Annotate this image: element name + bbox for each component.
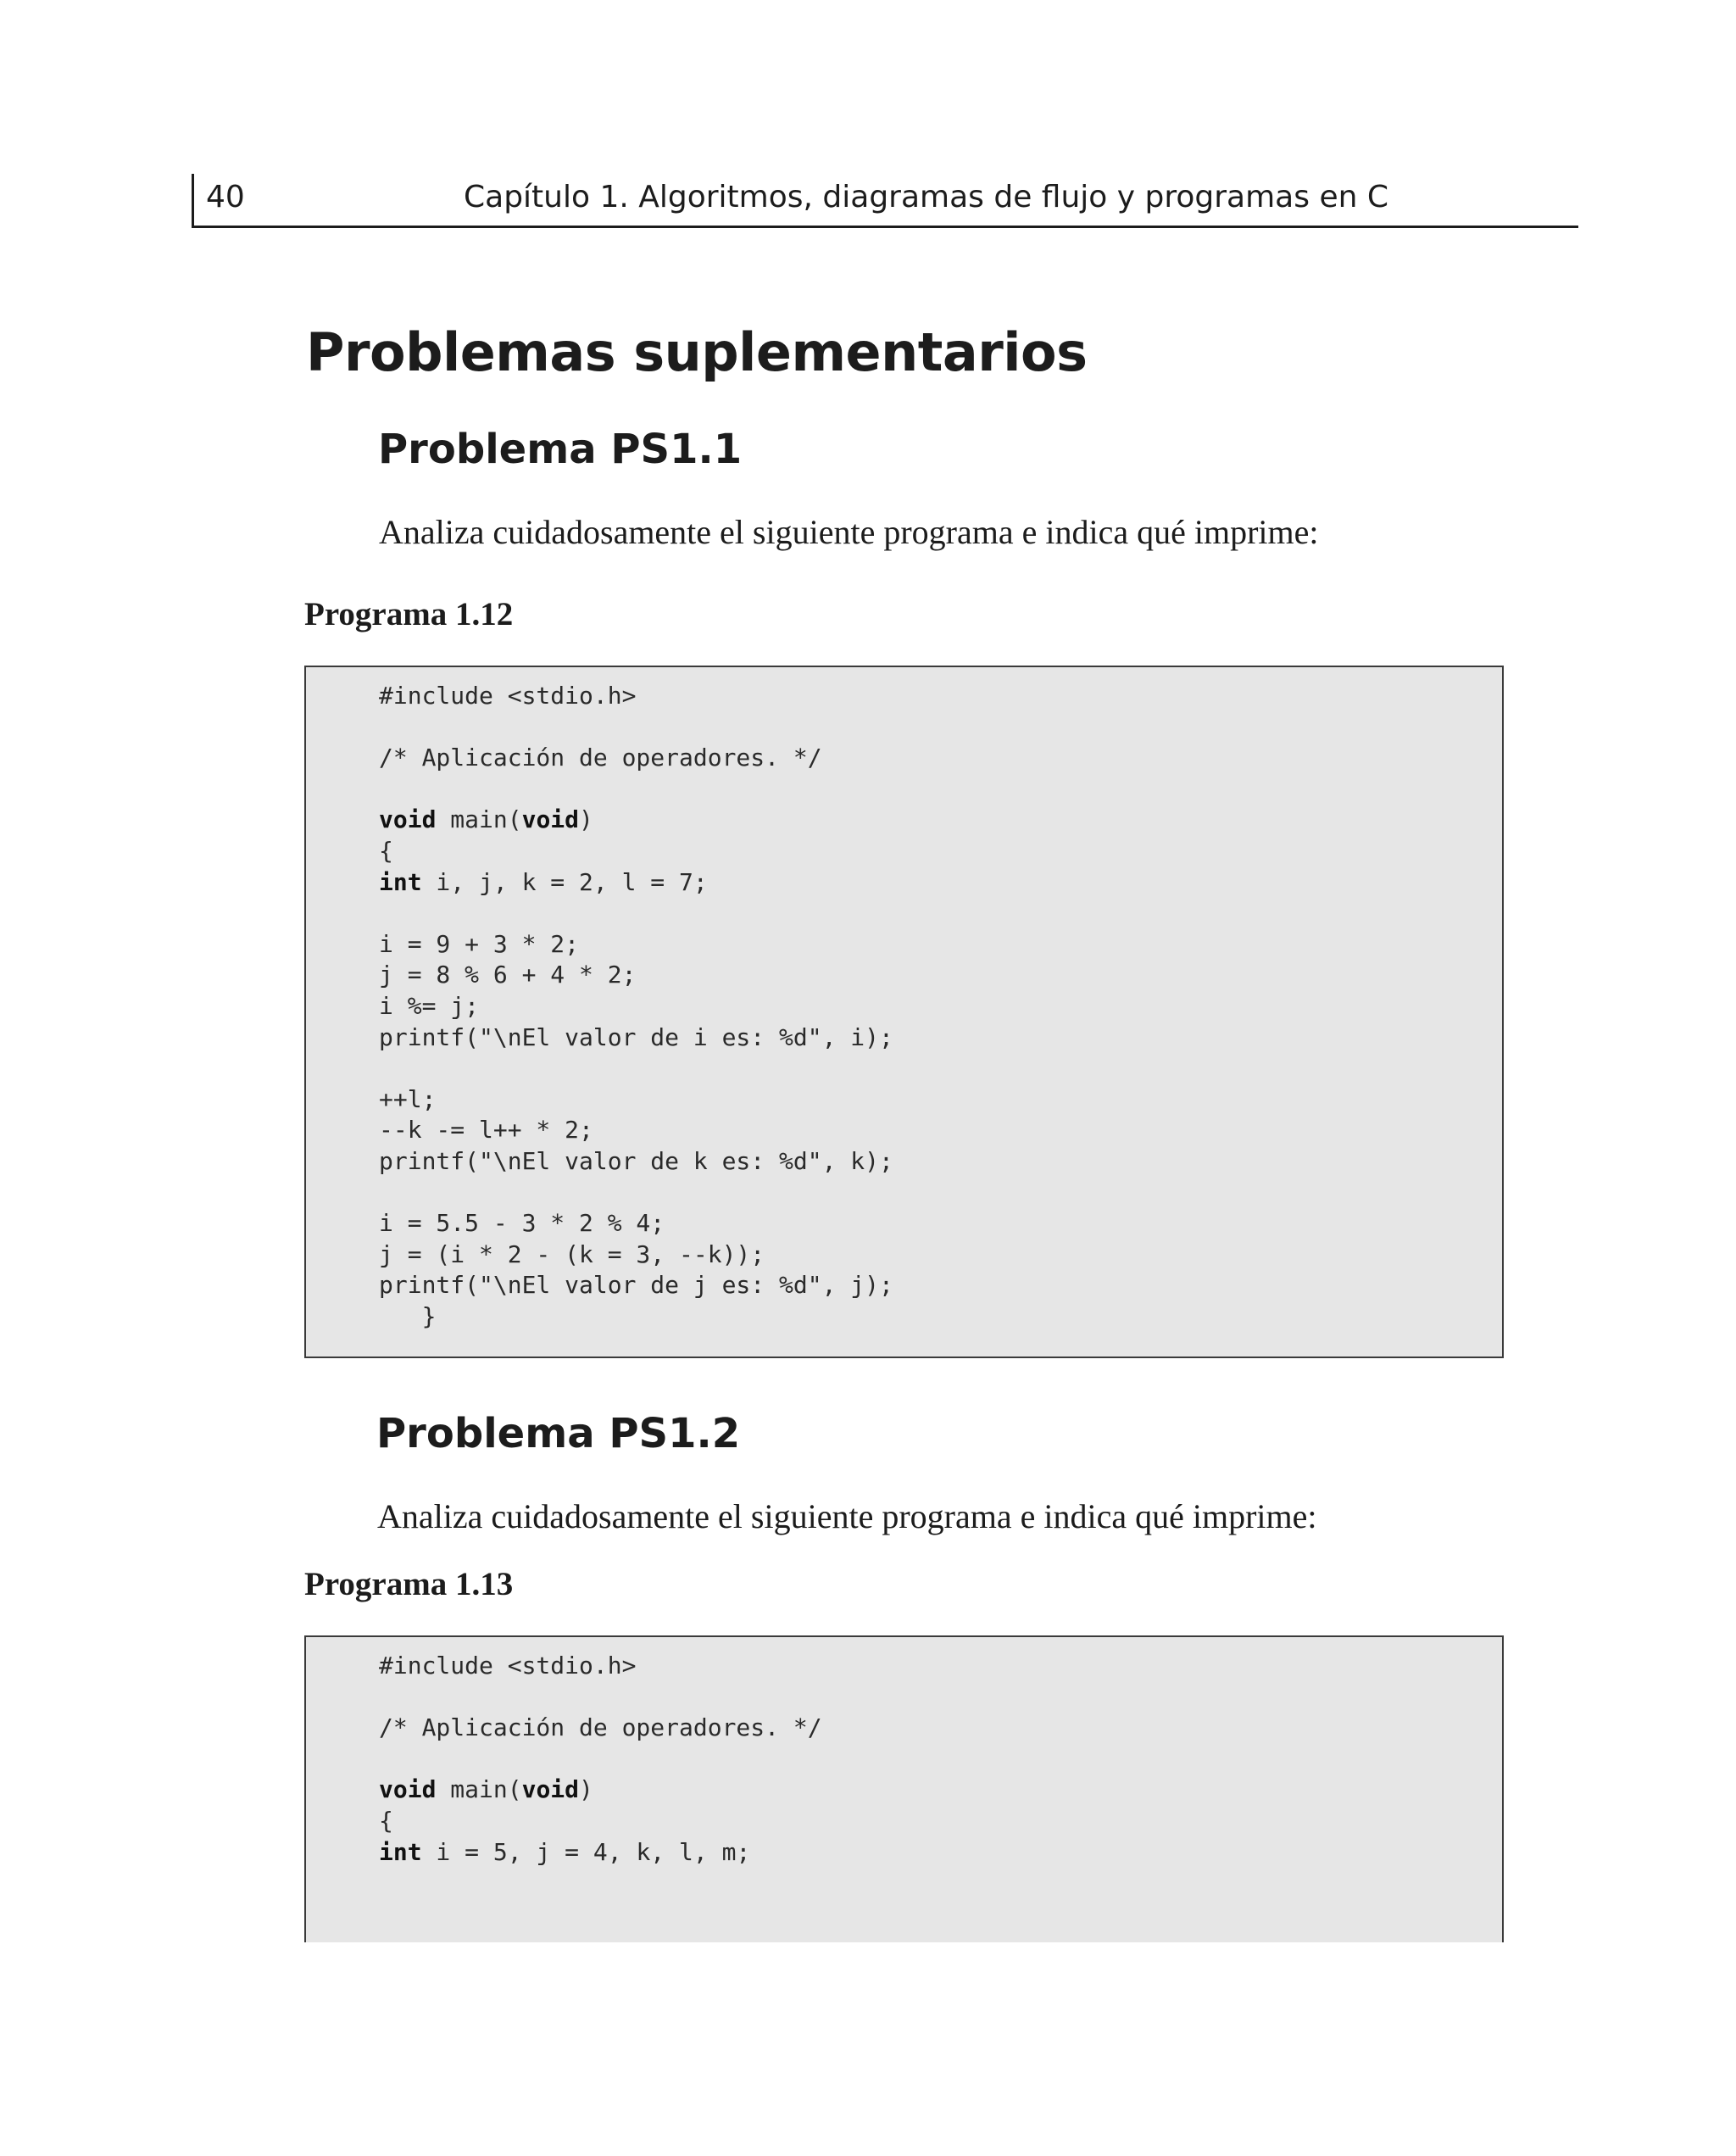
page-header xyxy=(192,174,1578,228)
code-line xyxy=(379,712,893,744)
code-line: i = 9 + 3 * 2; xyxy=(379,929,580,958)
code-keyword: void xyxy=(379,1775,437,1804)
problem-intro-ps1-1: Analiza cuidadosamente el siguiente programa e indica qué imprime: xyxy=(379,513,1319,551)
code-lines xyxy=(379,1651,822,1868)
code-line: printf("\nEl valor de k es: %d", k); xyxy=(379,1146,893,1175)
code-block-program-1-12 xyxy=(304,666,1504,1358)
code-line: i %= j; xyxy=(379,991,480,1020)
problem-title-ps1-1: Problema PS1.1 xyxy=(378,426,743,473)
code-line: ++l; xyxy=(379,1084,437,1113)
code-block-program-1-13 xyxy=(304,1635,1504,1942)
code-line xyxy=(379,1178,893,1209)
problem-intro-ps1-2: Analiza cuidadosamente el siguiente programa e indica qué imprime: xyxy=(377,1497,1317,1535)
code-line: void main(void) xyxy=(379,805,593,834)
program-label-1-13: Programa 1.13 xyxy=(304,1566,514,1602)
code-line: --k -= l++ * 2; xyxy=(379,1116,593,1145)
page-number: 40 xyxy=(206,180,245,214)
code-line xyxy=(379,898,893,929)
code-line: j = 8 % 6 + 4 * 2; xyxy=(379,961,637,989)
code-keyword: int xyxy=(379,1837,422,1866)
running-title: Capítulo 1. Algoritmos, diagramas de flujo y programas en C xyxy=(464,180,1388,214)
code-line: int i = 5, j = 4, k, l, m; xyxy=(379,1837,751,1866)
code-keyword: int xyxy=(379,867,422,896)
code-line xyxy=(379,1682,822,1713)
code-line: { xyxy=(379,1806,393,1835)
code-line: /* Aplicación de operadores. */ xyxy=(379,1713,822,1742)
code-line: i = 5.5 - 3 * 2 % 4; xyxy=(379,1209,665,1238)
code-line: #include <stdio.h> xyxy=(379,1652,637,1680)
code-line: #include <stdio.h> xyxy=(379,682,637,710)
code-line: { xyxy=(379,836,393,865)
code-line: printf("\nEl valor de i es: %d", i); xyxy=(379,1022,893,1051)
code-keyword: void xyxy=(521,1775,580,1804)
code-line xyxy=(379,774,893,805)
program-label-1-12: Programa 1.12 xyxy=(304,596,514,632)
section-title: Problemas suplementarios xyxy=(306,321,1088,383)
code-line: int i, j, k = 2, l = 7; xyxy=(379,867,708,896)
code-keyword: void xyxy=(521,805,580,834)
code-line: } xyxy=(379,1301,437,1330)
code-line xyxy=(379,1053,893,1084)
code-line xyxy=(379,1744,822,1775)
code-line: printf("\nEl valor de j es: %d", j); xyxy=(379,1271,893,1300)
code-keyword: void xyxy=(379,805,437,834)
problem-title-ps1-2: Problema PS1.2 xyxy=(376,1410,741,1457)
code-line: j = (i * 2 - (k = 3, --k)); xyxy=(379,1240,765,1268)
code-lines xyxy=(379,681,893,1332)
code-line: /* Aplicación de operadores. */ xyxy=(379,744,822,772)
code-line: void main(void) xyxy=(379,1775,593,1804)
